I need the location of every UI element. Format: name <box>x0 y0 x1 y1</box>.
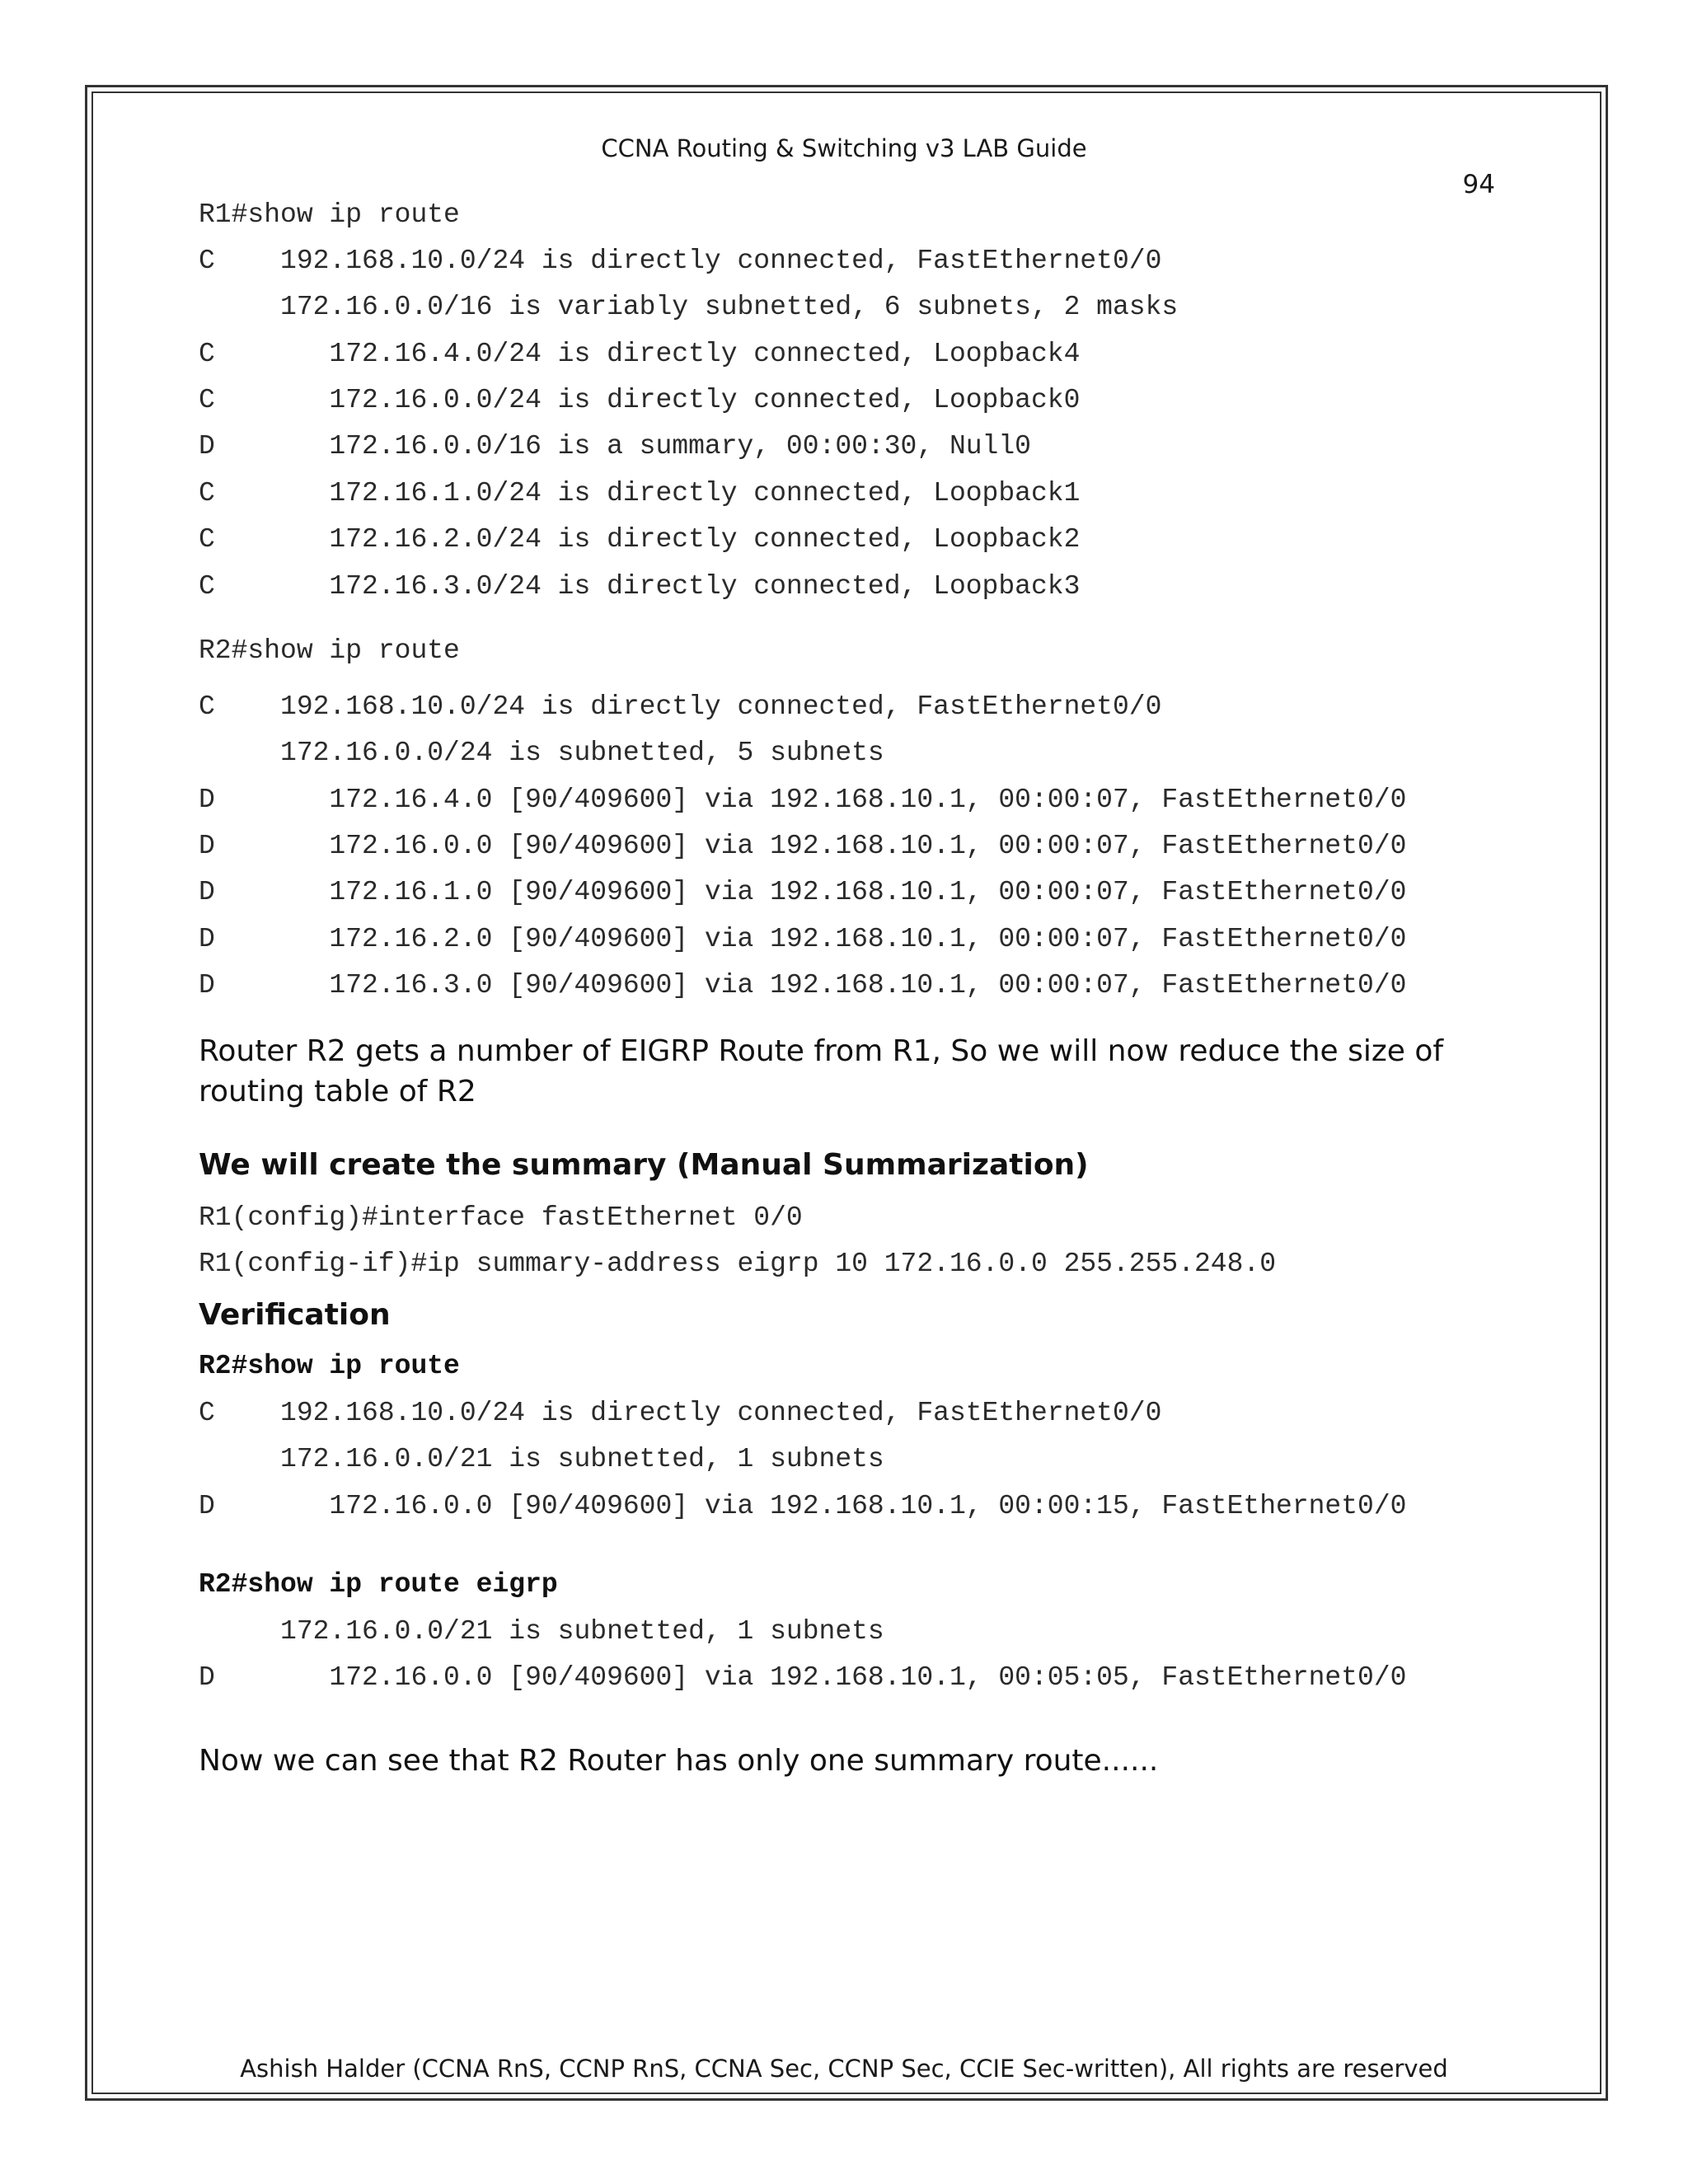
r2-route-line: D 172.16.1.0 [90/409600] via 192.168.10.1, 00:00:07, FastEthernet0/0 <box>199 877 1407 907</box>
r2-route-line: C 192.168.10.0/24 is directly connected, FastEthernet0/0 <box>199 691 1162 722</box>
r2-route-line: D 172.16.2.0 [90/409600] via 192.168.10.1, 00:00:07, FastEthernet0/0 <box>199 924 1407 954</box>
page-footer: Ashish Halder (CCNA RnS, CCNP RnS, CCNA Sec, CCNP Sec, CCIE Sec-written), All rights are reserved <box>240 2055 1448 2083</box>
page-number: 94 <box>1462 170 1495 199</box>
r2-show-ip-route-command: R2#show ip route <box>199 635 460 666</box>
r1-route-line: C 172.16.1.0/24 is directly connected, Loopback1 <box>199 478 1081 509</box>
r2-route-line: 172.16.0.0/24 is subnetted, 5 subnets <box>199 738 884 768</box>
r2-route-line: D 172.16.0.0 [90/409600] via 192.168.10.1, 00:00:07, FastEthernet0/0 <box>199 831 1407 861</box>
conclusion-paragraph: Now we can see that R2 Router has only one summary route...... <box>199 1744 1159 1778</box>
r1-route-line: C 192.168.10.0/24 is directly connected, FastEthernet0/0 <box>199 246 1162 276</box>
r2-route-line: D 172.16.4.0 [90/409600] via 192.168.10.1, 00:00:07, FastEthernet0/0 <box>199 785 1407 815</box>
r1-show-ip-route-command: R1#show ip route <box>199 199 460 230</box>
page-header: CCNA Routing & Switching v3 LAB Guide <box>601 134 1087 162</box>
verification-eigrp-line: D 172.16.0.0 [90/409600] via 192.168.10.1, 00:05:05, FastEthernet0/0 <box>199 1662 1407 1693</box>
verification-route-line: 172.16.0.0/21 is subnetted, 1 subnets <box>199 1444 884 1474</box>
verification-heading: Verification <box>199 1298 391 1332</box>
r2-route-line: D 172.16.3.0 [90/409600] via 192.168.10.1, 00:00:07, FastEthernet0/0 <box>199 970 1407 1001</box>
verification-eigrp-line: 172.16.0.0/21 is subnetted, 1 subnets <box>199 1616 884 1647</box>
explanation-paragraph: Router R2 gets a number of EIGRP Route from R1, So we will now reduce the size of routing table of R2 <box>199 1034 1444 1108</box>
config-line: R1(config)#interface fastEthernet 0/0 <box>199 1202 803 1233</box>
summary-heading: We will create the summary (Manual Summarization) <box>199 1148 1089 1182</box>
r1-route-line: C 172.16.0.0/24 is directly connected, Loopback0 <box>199 385 1081 415</box>
r1-route-line: C 172.16.4.0/24 is directly connected, Loopback4 <box>199 339 1081 369</box>
verification-route-line: C 192.168.10.0/24 is directly connected, FastEthernet0/0 <box>199 1398 1162 1428</box>
r1-route-line: D 172.16.0.0/16 is a summary, 00:00:30, Null0 <box>199 431 1031 462</box>
verification-eigrp-command: R2#show ip route eigrp <box>199 1569 558 1600</box>
verification-route-line: D 172.16.0.0 [90/409600] via 192.168.10.1, 00:00:15, FastEthernet0/0 <box>199 1491 1407 1521</box>
verification-route-command: R2#show ip route <box>199 1351 460 1381</box>
r1-route-line: 172.16.0.0/16 is variably subnetted, 6 subnets, 2 masks <box>199 292 1179 322</box>
r1-route-line: C 172.16.2.0/24 is directly connected, Loopback2 <box>199 524 1081 555</box>
config-line: R1(config-if)#ip summary-address eigrp 10 172.16.0.0 255.255.248.0 <box>199 1249 1277 1279</box>
r1-route-line: C 172.16.3.0/24 is directly connected, Loopback3 <box>199 571 1081 602</box>
